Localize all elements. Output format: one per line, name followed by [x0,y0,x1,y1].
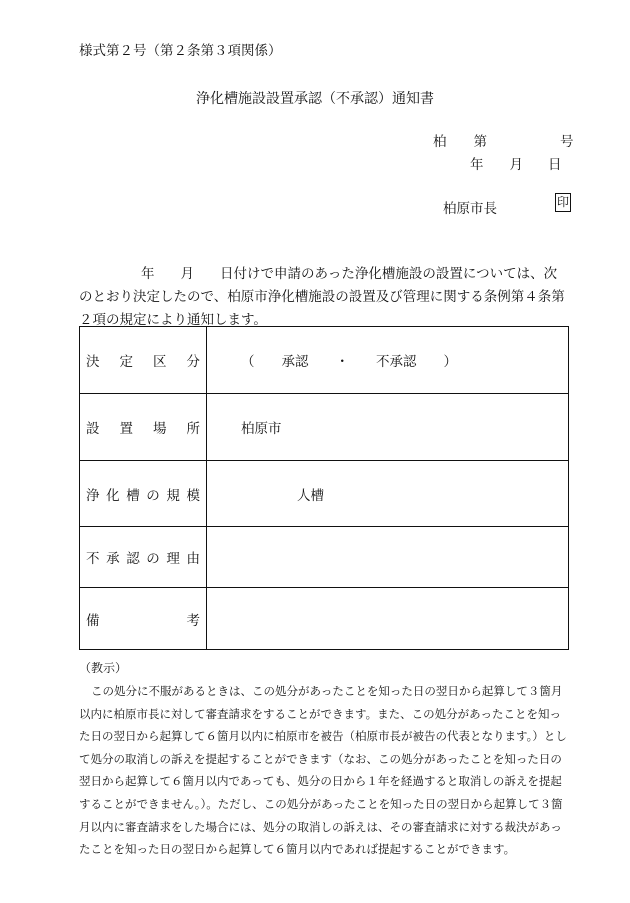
table-row [80,527,569,588]
label-char: 区 [153,354,167,370]
notice-title: （教示） [79,661,128,675]
ref-prefix: 柏 [433,134,447,150]
body-year: 年 [141,266,155,282]
label-char: の [146,551,160,567]
ref-month: 月 [509,157,523,173]
ref-go: 号 [560,134,574,150]
label-char: 槽 [126,487,140,504]
scale-value: 人槽 [207,461,569,527]
label-char: 分 [186,354,200,370]
label-char: 不 [86,551,100,567]
label-char: 設 [86,421,100,437]
label-char: の [146,487,160,504]
issuer-name: 柏原市長 [443,201,497,217]
reason-value [207,527,569,588]
form-number: 様式第２号（第２条第３項関係） [79,43,282,59]
table-row [80,394,569,461]
ref-year: 年 [470,157,484,173]
table-row [80,327,569,394]
label-char: 化 [106,487,120,504]
label-char: 理 [166,551,180,567]
label-char: 考 [186,612,200,629]
reference-number [433,130,574,150]
label-char: 規 [166,487,180,504]
label-char: 備 [86,612,100,629]
body-month: 月 [180,266,194,282]
table-row [80,461,569,527]
location-value: 柏原市 [207,394,569,461]
label-char: 浄 [86,487,100,504]
label-char: 承 [106,551,120,567]
seal-mark: 印 [555,193,571,212]
label-char: 場 [153,421,167,437]
row-label-scale [80,461,207,527]
ref-day: 日 [548,157,562,173]
row-label-decision [80,327,207,394]
decision-table [79,326,569,650]
row-label-reason [80,527,207,588]
reference-date [470,153,562,173]
label-char: 模 [186,487,200,504]
body-paragraph [79,263,569,332]
label-char: 置 [119,421,133,437]
row-label-remarks [80,588,207,650]
label-char: 所 [186,421,200,437]
label-char: 認 [126,551,140,567]
body-text: 日付けで申請のあった浄化槽施設の設置については、次のとおり決定したので、柏原市浄化槽施設の設置及び管理に関する条例第４条第２項の規定により通知します。 [79,266,565,328]
label-char: 定 [119,354,133,370]
document-title: 浄化槽施設設置承認（不承認）通知書 [196,91,434,107]
label-char: 決 [86,354,100,370]
remarks-value [207,588,569,650]
label-char: 由 [186,551,200,567]
decision-value: （ 承認 ・ 不承認 ） [207,327,569,394]
notice-text: この処分に不服があるときは、この処分があったことを知った日の翌日から起算して３箇月以内に柏原市長に対して審査請求をすることができます。また、この処分があったことを知った日の翌日から起算して６箇月以内に柏原市を被告（柏原市長が被告の代表となります。）として処分の取消しの訴えを提起することができます（なお、この処分があったことを知った日の翌日から起算して６箇月以内であっても、処分の日から１年を経過すると取消しの訴えを提起することができません。）。ただし、この処分があったことを知った日の翌日から起算して３箇月以内に審査請求をした場合には、処分の取消しの訴えは、その審査請求に対する裁決があったことを知った日の翌日から起算して６箇月以内であれば提起することができます。 [79,684,567,857]
row-label-location [80,394,207,461]
table-row [80,588,569,650]
ref-dai: 第 [473,134,487,150]
